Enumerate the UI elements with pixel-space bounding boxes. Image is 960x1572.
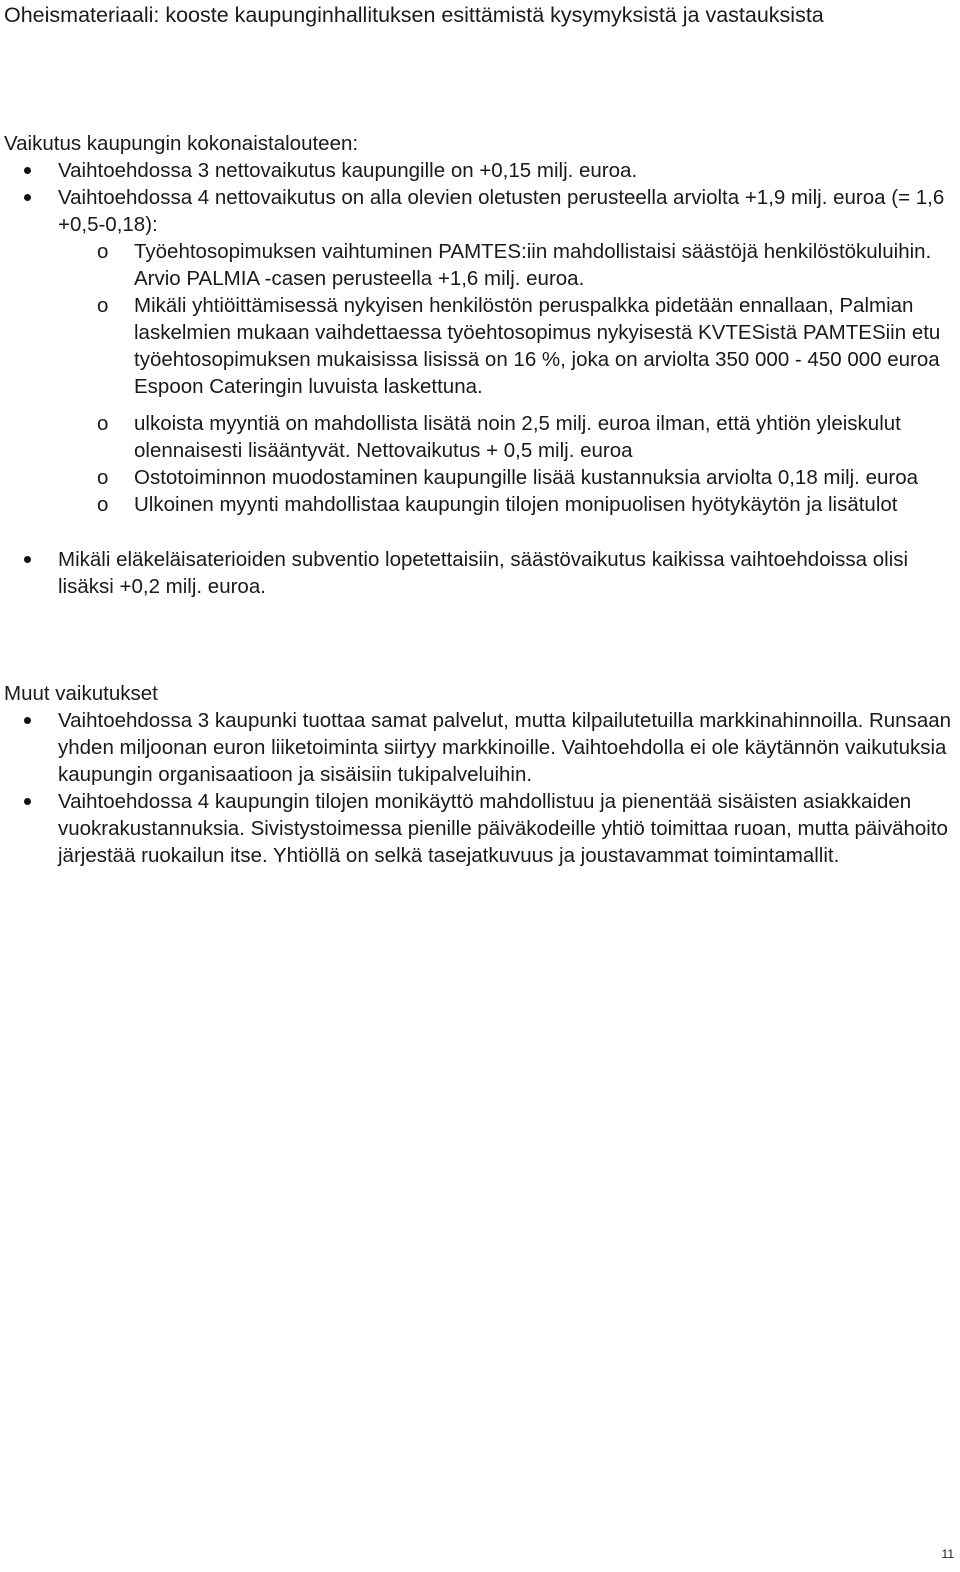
- sub-bullet-marker: o: [97, 240, 109, 263]
- bullet-text: Vaihtoehdossa 3 kaupunki tuottaa samat palvelut, mutta kilpailutetuilla markkinahinnoilla. Runsaan yhden miljoonan euron liiketoiminta siirtyy markkinoille. Vaihtoehdolla ei ole käytännön vaikutuksia kaupungin organisaatioon ja sisäisiin tukipalveluihin.: [58, 709, 952, 786]
- sub-bullet-marker: o: [97, 493, 109, 516]
- bullet-text: Vaihtoehdossa 3 nettovaikutus kaupungille on +0,15 milj. euroa.: [58, 159, 638, 182]
- list-item: [0, 707, 960, 788]
- impact-section: [0, 130, 960, 600]
- sub-item-text: Työehtosopimuksen vaihtuminen PAMTES:iin mahdollistaisi säästöjä henkilöstökuluihin. Arvio PALMIA -casen perusteella +1,6 milj. euroa.: [134, 240, 932, 290]
- sub-item-text: Mikäli yhtiöittämisessä nykyisen henkilöstön peruspalkka pidetään ennallaan, Palmian laskelmien mukaan vaihdettaessa työehtosopimus nykyisestä KVTESistä PAMTESiin etu työehtosopimuksen mukaisissa lisissä on 16 %, joka on arviolta 350 000 - 450 000 euroa Espoon Cateringin luvuista laskettuna.: [134, 294, 941, 398]
- list-item: [0, 184, 960, 518]
- sub-item-text: Ulkoinen myynti mahdollistaa kaupungin tilojen monipuolisen hyötykäytön ja lisätulot: [134, 493, 898, 516]
- sub-list-item: [0, 491, 952, 518]
- page-title: Oheismateriaali: kooste kaupunginhallituksen esittämistä kysymyksistä ja vastauksista: [4, 3, 824, 27]
- bullet-text: Vaihtoehdossa 4 kaupungin tilojen monikäyttö mahdollistuu ja pienentää sisäisten asiakkaiden vuokrakustannuksia. Sivistystoimessa pienille päiväkodeille yhtiö toimittaa ruoan, mutta päivähoito järjestää ruokailun itse. Yhtiöllä on selkä tasejatkuvuus ja joustavammat toimintamallit.: [58, 790, 948, 867]
- sub-bullet-marker: o: [97, 294, 109, 317]
- sub-bullet-marker: o: [97, 412, 109, 435]
- sub-item-text: ulkoista myyntiä on mahdollista lisätä noin 2,5 milj. euroa ilman, että yhtiön yleiskulut olennaisesti lisääntyvät. Nettovaikutus + 0,5 milj. euroa: [134, 412, 901, 462]
- sub-list-item: [0, 238, 952, 292]
- sub-bullet-marker: o: [97, 466, 109, 489]
- page-number: 11: [941, 1547, 954, 1561]
- list-item: [0, 157, 960, 184]
- sub-list-item: [0, 410, 952, 464]
- sub-list-item: [0, 464, 952, 491]
- bullet-text: Mikäli eläkeläisaterioiden subventio lopetettaisiin, säästövaikutus kaikissa vaihtoehdoissa olisi lisäksi +0,2 milj. euroa.: [58, 548, 909, 598]
- sub-list: [58, 238, 952, 518]
- bullet-text: Vaihtoehdossa 4 nettovaikutus on alla olevien oletusten perusteella arviolta +1,9 milj. euroa (= 1,6 +0,5-0,18):: [58, 186, 945, 236]
- list-item: [0, 546, 960, 600]
- sub-item-text: Ostotoiminnon muodostaminen kaupungille lisää kustannuksia arviolta 0,18 milj. euroa: [134, 466, 918, 489]
- other-effects-title: Muut vaikutukset: [4, 682, 158, 705]
- impact-bullet-list: [0, 157, 960, 600]
- list-item: [0, 788, 960, 869]
- sub-list-item: [0, 292, 952, 400]
- impact-section-title: Vaikutus kaupungin kokonaistalouteen:: [4, 132, 359, 155]
- other-effects-bullet-list: [0, 707, 960, 869]
- other-effects-section: [0, 680, 960, 869]
